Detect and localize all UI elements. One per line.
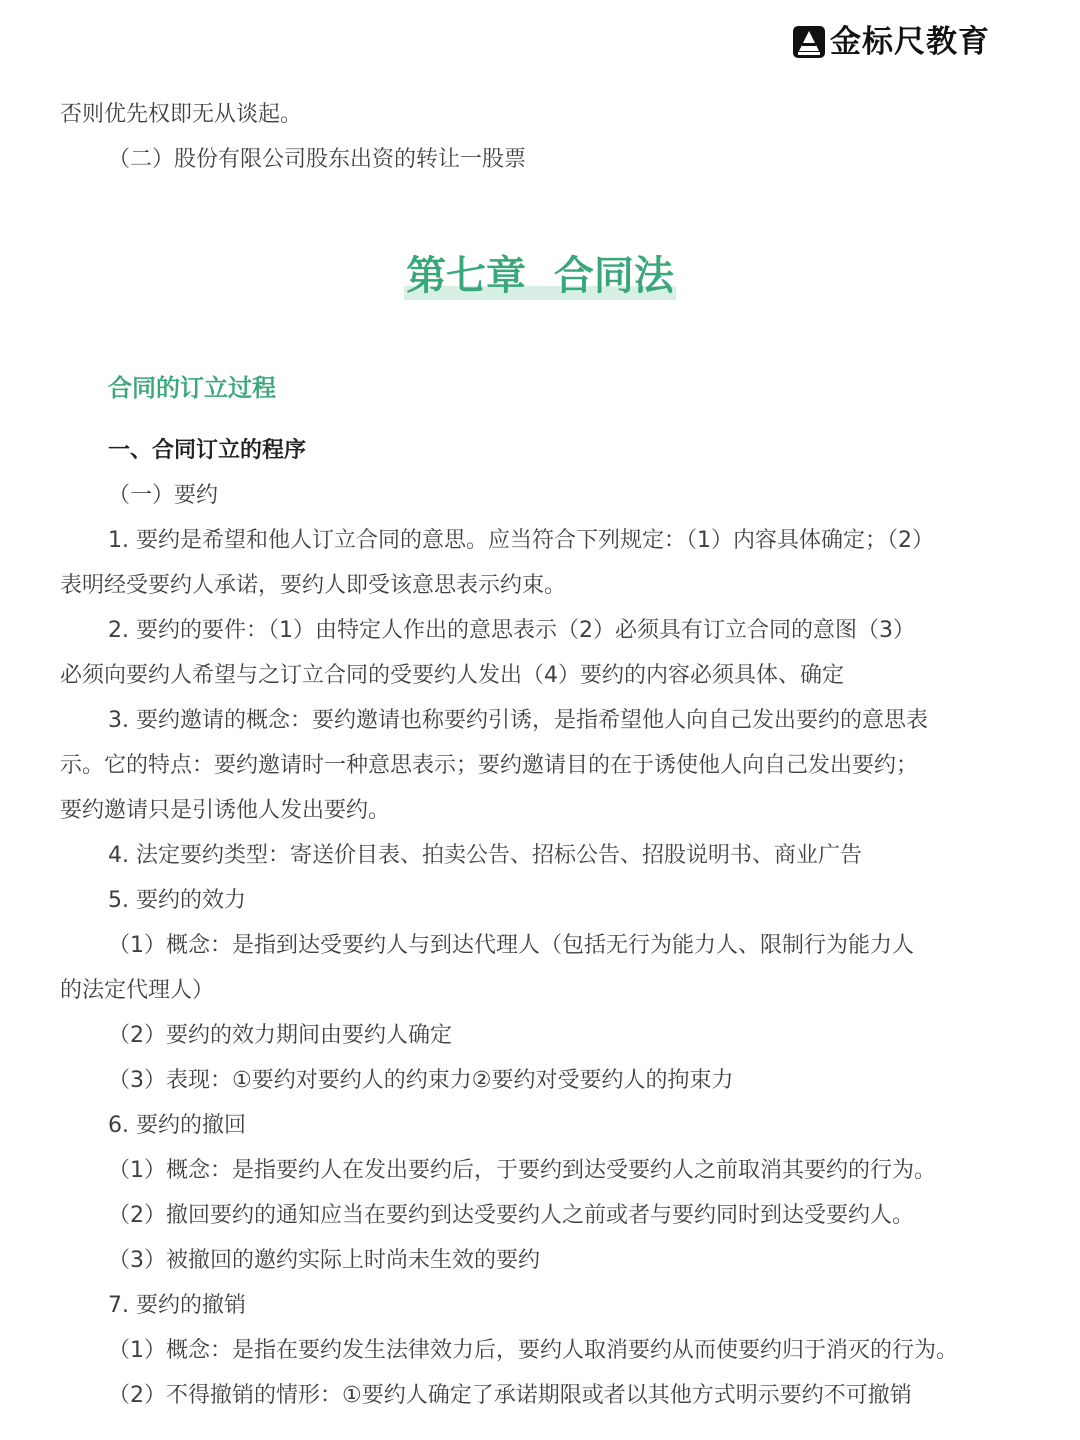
body-line: 1. 要约是希望和他人订立合同的意思。应当符合下列规定：（1）内容具体确定；（2） bbox=[108, 528, 934, 553]
chapter-title-wrap bbox=[0, 250, 1080, 302]
body-line: 必须向要约人希望与之订立合同的受要约人发出（4）要约的内容必须具体、确定 bbox=[60, 663, 844, 688]
body-line: （2）不得撤销的情形：①要约人确定了承诺期限或者以其他方式明示要约不可撤销 bbox=[108, 1383, 912, 1408]
section-title: 合同的订立过程 bbox=[108, 374, 276, 402]
brand-name: 金标尺教育 bbox=[830, 24, 990, 60]
body-line: （1）概念：是指到达受要约人与到达代理人（包括无行为能力人、限制行为能力人 bbox=[108, 933, 914, 958]
body-line: 5. 要约的效力 bbox=[108, 888, 246, 913]
intro-line-2: （二）股份有限公司股东出资的转让一股票 bbox=[108, 147, 527, 172]
body-line: 表明经受要约人承诺，要约人即受该意思表示约束。 bbox=[60, 573, 567, 598]
heading-contract-procedure: 一、合同订立的程序 bbox=[108, 438, 307, 463]
body-line: 要约邀请只是引诱他人发出要约。 bbox=[60, 798, 391, 823]
body-line: （3）表现：①要约对要约人的约束力②要约对受要约人的拘束力 bbox=[108, 1068, 734, 1093]
body-line: 2. 要约的要件：（1）由特定人作出的意思表示（2）必须具有订立合同的意图（3） bbox=[108, 618, 915, 643]
body-line: 3. 要约邀请的概念：要约邀请也称要约引诱，是指希望他人向自己发出要约的意思表 bbox=[108, 708, 928, 733]
intro-line-1: 否则优先权即无从谈起。 bbox=[60, 102, 303, 127]
brand-logo bbox=[792, 22, 990, 62]
chapter-title bbox=[404, 250, 676, 302]
body-line: （1）概念：是指在要约发生法律效力后，要约人取消要约从而使要约归于消灭的行为。 bbox=[108, 1338, 958, 1363]
body-line: （2）要约的效力期间由要约人确定 bbox=[108, 1023, 452, 1048]
body-line: 4. 法定要约类型：寄送价目表、拍卖公告、招标公告、招股说明书、商业广告 bbox=[108, 843, 862, 868]
brand-logo-icon bbox=[792, 25, 826, 59]
body-line: 7. 要约的撤销 bbox=[108, 1293, 246, 1318]
body-line: （一）要约 bbox=[108, 483, 219, 508]
body-line: （2）撤回要约的通知应当在要约到达受要约人之前或者与要约同时到达受要约人。 bbox=[108, 1203, 914, 1228]
body-line: 6. 要约的撤回 bbox=[108, 1113, 246, 1138]
body-line: （3）被撤回的邀约实际上时尚未生效的要约 bbox=[108, 1248, 540, 1273]
body-line: 示。它的特点：要约邀请时一种意思表示；要约邀请目的在于诱使他人向自己发出要约； bbox=[60, 753, 919, 778]
chapter-title-text: 第七章 合同法 bbox=[406, 253, 674, 299]
body-line: 的法定代理人） bbox=[60, 978, 215, 1003]
body-line: （1）概念：是指要约人在发出要约后，于要约到达受要约人之前取消其要约的行为。 bbox=[108, 1158, 936, 1183]
